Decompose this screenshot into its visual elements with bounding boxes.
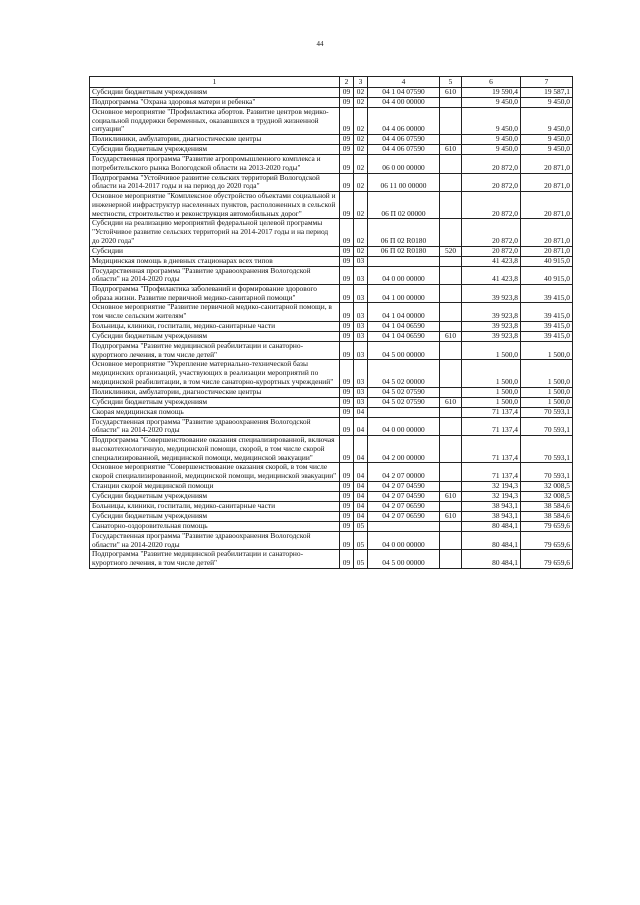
subsection-code: 03	[354, 360, 368, 387]
executed-amount: 32 008,5	[521, 491, 573, 501]
executed-amount: 39 415,0	[521, 331, 573, 341]
expense-type-code	[440, 155, 462, 173]
row-name: Государственная программа "Развитие здравоохранения Вологодской области" на 2014-2020 годы	[90, 417, 340, 435]
expense-type-code	[440, 481, 462, 491]
row-name: Санаторно-оздоровительная помощь	[90, 521, 340, 531]
expense-type-code	[440, 108, 462, 135]
section-code: 09	[340, 417, 354, 435]
expense-type-code: 610	[440, 397, 462, 407]
target-article-code: 06 П 02 R0180	[368, 246, 440, 256]
section-code: 09	[340, 88, 354, 98]
table-row	[90, 436, 573, 463]
expense-type-code: 610	[440, 331, 462, 341]
row-name: Скорая медицинская помощь	[90, 407, 340, 417]
row-name: Основное мероприятие "Профилактика абортов. Развитие центров медико-социальной поддержки беременных, оказавшихся в трудной жизненной ситуации"	[90, 108, 340, 135]
expense-type-code	[440, 266, 462, 284]
executed-amount: 9 450,0	[521, 108, 573, 135]
expense-type-code: 520	[440, 246, 462, 256]
planned-amount: 80 484,1	[462, 531, 521, 549]
target-article-code	[368, 407, 440, 417]
expense-type-code	[440, 256, 462, 266]
planned-amount: 1 500,0	[462, 387, 521, 397]
subsection-code: 02	[354, 192, 368, 219]
header-cell: 5	[440, 77, 462, 88]
planned-amount: 1 500,0	[462, 360, 521, 387]
row-name: Государственная программа "Развитие здравоохранения Вологодской области" на 2014-2020 годы	[90, 531, 340, 549]
executed-amount: 9 450,0	[521, 145, 573, 155]
section-code: 09	[340, 436, 354, 463]
target-article-code: 04 1 04 07590	[368, 88, 440, 98]
target-article-code: 04 0 00 00000	[368, 417, 440, 435]
row-name: Субсидии бюджетным учреждениям	[90, 491, 340, 501]
expense-type-code	[440, 387, 462, 397]
executed-amount: 20 871,0	[521, 246, 573, 256]
row-name: Станции скорой медицинской помощи	[90, 481, 340, 491]
table-row	[90, 397, 573, 407]
executed-amount: 38 584,6	[521, 511, 573, 521]
table-row	[90, 417, 573, 435]
section-code: 09	[340, 531, 354, 549]
section-code: 09	[340, 491, 354, 501]
target-article-code: 06 0 00 00000	[368, 155, 440, 173]
section-code: 09	[340, 219, 354, 246]
section-code: 09	[340, 360, 354, 387]
section-code: 09	[340, 463, 354, 481]
expense-type-code: 610	[440, 491, 462, 501]
section-code: 09	[340, 481, 354, 491]
table-row	[90, 491, 573, 501]
table-row	[90, 321, 573, 331]
section-code: 09	[340, 550, 354, 568]
target-article-code: 04 5 02 07590	[368, 397, 440, 407]
page-number: 44	[316, 40, 324, 48]
row-name: Подпрограмма "Развитие медицинской реабилитации и санаторно-курортного лечения, в том числе детей"	[90, 341, 340, 359]
target-article-code: 04 5 02 07590	[368, 387, 440, 397]
subsection-code: 04	[354, 481, 368, 491]
row-name: Субсидии бюджетным учреждениям	[90, 331, 340, 341]
subsection-code: 04	[354, 407, 368, 417]
executed-amount: 79 659,6	[521, 550, 573, 568]
table-row	[90, 303, 573, 321]
executed-amount: 40 915,0	[521, 256, 573, 266]
expense-type-code	[440, 521, 462, 531]
executed-amount: 39 415,0	[521, 285, 573, 303]
expense-type-code: 610	[440, 145, 462, 155]
expense-type-code	[440, 407, 462, 417]
row-name: Подпрограмма "Устойчивое развитие сельских территорий Вологодской области на 2014-2017 годы и на период до 2020 года"	[90, 173, 340, 191]
executed-amount: 70 593,1	[521, 417, 573, 435]
planned-amount: 80 484,1	[462, 521, 521, 531]
row-name: Субсидии бюджетным учреждениям	[90, 145, 340, 155]
target-article-code: 04 2 00 00000	[368, 436, 440, 463]
row-name: Подпрограмма "Совершенствование оказания специализированной, включая высокотехнологичную, медицинской помощи, скорой, в том числе скорой специализированной, медицинской помощи, медицинской эвакуации"	[90, 436, 340, 463]
subsection-code: 03	[354, 397, 368, 407]
table-row	[90, 550, 573, 568]
table-row	[90, 387, 573, 397]
row-name: Субсидии бюджетным учреждениям	[90, 397, 340, 407]
row-name: Основное мероприятие "Укрепление материально-технической базы медицинских организаций, участвующих в реализации мероприятий по медицинской реабилитации, в том числе санаторно-курортных учреждений"	[90, 360, 340, 387]
planned-amount: 39 923,8	[462, 321, 521, 331]
table-row	[90, 285, 573, 303]
planned-amount: 39 923,8	[462, 303, 521, 321]
target-article-code	[368, 521, 440, 531]
planned-amount: 9 450,0	[462, 98, 521, 108]
planned-amount: 71 137,4	[462, 436, 521, 463]
target-article-code: 06 П 02 00000	[368, 192, 440, 219]
target-article-code: 04 2 07 04590	[368, 481, 440, 491]
table-row	[90, 192, 573, 219]
subsection-code: 02	[354, 173, 368, 191]
section-code: 09	[340, 331, 354, 341]
section-code: 09	[340, 407, 354, 417]
planned-amount: 80 484,1	[462, 550, 521, 568]
expense-type-code	[440, 219, 462, 246]
subsection-code: 03	[354, 341, 368, 359]
target-article-code: 04 4 00 00000	[368, 98, 440, 108]
budget-table	[89, 76, 573, 569]
subsection-code: 03	[354, 285, 368, 303]
table-row	[90, 481, 573, 491]
planned-amount: 20 872,0	[462, 155, 521, 173]
target-article-code: 04 1 00 00000	[368, 285, 440, 303]
executed-amount: 1 500,0	[521, 341, 573, 359]
table-row	[90, 463, 573, 481]
subsection-code: 05	[354, 550, 368, 568]
table-row	[90, 531, 573, 549]
subsection-code: 05	[354, 521, 368, 531]
section-code: 09	[340, 341, 354, 359]
table-row	[90, 360, 573, 387]
planned-amount: 32 194,3	[462, 491, 521, 501]
header-cell: 7	[521, 77, 573, 88]
executed-amount: 20 871,0	[521, 155, 573, 173]
expense-type-code: 610	[440, 88, 462, 98]
table-row	[90, 407, 573, 417]
section-code: 09	[340, 256, 354, 266]
planned-amount: 39 923,8	[462, 331, 521, 341]
section-code: 09	[340, 266, 354, 284]
target-article-code: 04 4 06 07590	[368, 145, 440, 155]
subsection-code: 03	[354, 256, 368, 266]
subsection-code: 04	[354, 501, 368, 511]
target-article-code: 04 5 00 00000	[368, 341, 440, 359]
section-code: 09	[340, 521, 354, 531]
table-row	[90, 108, 573, 135]
executed-amount: 20 871,0	[521, 219, 573, 246]
header-cell: 3	[354, 77, 368, 88]
target-article-code: 04 4 06 00000	[368, 108, 440, 135]
table-row	[90, 331, 573, 341]
section-code: 09	[340, 246, 354, 256]
target-article-code: 06 11 00 00000	[368, 173, 440, 191]
subsection-code: 03	[354, 266, 368, 284]
executed-amount: 39 415,0	[521, 321, 573, 331]
planned-amount: 1 500,0	[462, 341, 521, 359]
planned-amount: 41 423,8	[462, 256, 521, 266]
expense-type-code	[440, 285, 462, 303]
table-row	[90, 266, 573, 284]
planned-amount: 39 923,8	[462, 285, 521, 303]
expense-type-code	[440, 531, 462, 549]
header-cell: 4	[368, 77, 440, 88]
row-name: Основное мероприятие "Развитие первичной медико-санитарной помощи, в том числе сельским жителям"	[90, 303, 340, 321]
target-article-code: 04 0 00 00000	[368, 266, 440, 284]
subsection-code: 04	[354, 417, 368, 435]
expense-type-code	[440, 501, 462, 511]
executed-amount: 79 659,6	[521, 531, 573, 549]
subsection-code: 04	[354, 511, 368, 521]
row-name: Государственная программа "Развитие здравоохранения Вологодской области" на 2014-2020 годы	[90, 266, 340, 284]
executed-amount: 39 415,0	[521, 303, 573, 321]
section-code: 09	[340, 145, 354, 155]
target-article-code: 04 2 07 04590	[368, 491, 440, 501]
row-name: Субсидии бюджетным учреждениям	[90, 511, 340, 521]
subsection-code: 03	[354, 303, 368, 321]
section-code: 09	[340, 135, 354, 145]
executed-amount: 38 584,6	[521, 501, 573, 511]
subsection-code: 02	[354, 108, 368, 135]
table-row	[90, 98, 573, 108]
expense-type-code	[440, 463, 462, 481]
table-row	[90, 135, 573, 145]
target-article-code: 04 2 07 06590	[368, 511, 440, 521]
expense-type-code	[440, 173, 462, 191]
expense-type-code	[440, 341, 462, 359]
table-header-row	[90, 77, 573, 88]
expense-type-code: 610	[440, 511, 462, 521]
row-name: Поликлиники, амбулатории, диагностические центры	[90, 387, 340, 397]
planned-amount: 1 500,0	[462, 397, 521, 407]
subsection-code: 03	[354, 331, 368, 341]
planned-amount: 9 450,0	[462, 145, 521, 155]
table-row	[90, 521, 573, 531]
planned-amount: 38 943,1	[462, 501, 521, 511]
planned-amount: 20 872,0	[462, 246, 521, 256]
section-code: 09	[340, 511, 354, 521]
executed-amount: 9 450,0	[521, 135, 573, 145]
section-code: 09	[340, 98, 354, 108]
table-row	[90, 145, 573, 155]
subsection-code: 02	[354, 155, 368, 173]
expense-type-code	[440, 135, 462, 145]
table-row	[90, 88, 573, 98]
row-name: Подпрограмма "Охрана здоровья матери и ребенка"	[90, 98, 340, 108]
expense-type-code	[440, 321, 462, 331]
section-code: 09	[340, 387, 354, 397]
row-name: Субсидии бюджетным учреждениям	[90, 88, 340, 98]
executed-amount: 32 008,5	[521, 481, 573, 491]
expense-type-code	[440, 303, 462, 321]
expense-type-code	[440, 192, 462, 219]
row-name: Основное мероприятие "Комплексное обустройство объектами социальной и инженерной инфраструктур населенных пунктов, расположенных в сельской местности, строительство и реконструкция автомобильных дорог"	[90, 192, 340, 219]
section-code: 09	[340, 192, 354, 219]
row-name: Поликлиники, амбулатории, диагностические центры	[90, 135, 340, 145]
header-cell: 1	[90, 77, 340, 88]
planned-amount: 41 423,8	[462, 266, 521, 284]
target-article-code: 04 4 06 07590	[368, 135, 440, 145]
section-code: 09	[340, 303, 354, 321]
target-article-code: 06 П 02 R0180	[368, 219, 440, 246]
header-cell: 6	[462, 77, 521, 88]
executed-amount: 1 500,0	[521, 397, 573, 407]
table-row	[90, 501, 573, 511]
subsection-code: 02	[354, 145, 368, 155]
executed-amount: 40 915,0	[521, 266, 573, 284]
executed-amount: 70 593,1	[521, 436, 573, 463]
planned-amount: 71 137,4	[462, 407, 521, 417]
target-article-code: 04 5 02 00000	[368, 360, 440, 387]
row-name: Подпрограмма "Профилактика заболеваний и формирование здорового образа жизни. Развитие первичной медико-санитарной помощи"	[90, 285, 340, 303]
subsection-code: 02	[354, 219, 368, 246]
section-code: 09	[340, 155, 354, 173]
row-name: Субсидии	[90, 246, 340, 256]
section-code: 09	[340, 501, 354, 511]
executed-amount: 20 871,0	[521, 173, 573, 191]
target-article-code: 04 1 04 00000	[368, 303, 440, 321]
row-name: Медицинская помощь в дневных стационарах всех типов	[90, 256, 340, 266]
target-article-code: 04 2 07 06590	[368, 501, 440, 511]
row-name: Подпрограмма "Развитие медицинской реабилитации и санаторно-курортного лечения, в том числе детей"	[90, 550, 340, 568]
target-article-code: 04 2 07 00000	[368, 463, 440, 481]
planned-amount: 19 590,4	[462, 88, 521, 98]
expense-type-code	[440, 98, 462, 108]
target-article-code: 04 5 00 00000	[368, 550, 440, 568]
planned-amount: 71 137,4	[462, 417, 521, 435]
table-row	[90, 256, 573, 266]
table-row	[90, 173, 573, 191]
executed-amount: 70 593,1	[521, 407, 573, 417]
subsection-code: 03	[354, 387, 368, 397]
table-row	[90, 246, 573, 256]
executed-amount: 79 659,6	[521, 521, 573, 531]
subsection-code: 04	[354, 463, 368, 481]
target-article-code: 04 0 00 00000	[368, 531, 440, 549]
planned-amount: 38 943,1	[462, 511, 521, 521]
executed-amount: 20 871,0	[521, 192, 573, 219]
target-article-code: 04 1 04 06590	[368, 331, 440, 341]
executed-amount: 1 500,0	[521, 360, 573, 387]
section-code: 09	[340, 285, 354, 303]
table-row	[90, 155, 573, 173]
subsection-code: 02	[354, 135, 368, 145]
planned-amount: 71 137,4	[462, 463, 521, 481]
section-code: 09	[340, 173, 354, 191]
expense-type-code	[440, 360, 462, 387]
subsection-code: 02	[354, 98, 368, 108]
planned-amount: 20 872,0	[462, 219, 521, 246]
executed-amount: 9 450,0	[521, 98, 573, 108]
expense-type-code	[440, 550, 462, 568]
section-code: 09	[340, 321, 354, 331]
expense-type-code	[440, 436, 462, 463]
subsection-code: 04	[354, 491, 368, 501]
executed-amount: 19 587,1	[521, 88, 573, 98]
subsection-code: 02	[354, 88, 368, 98]
subsection-code: 02	[354, 246, 368, 256]
subsection-code: 05	[354, 531, 368, 549]
subsection-code: 03	[354, 321, 368, 331]
row-name: Основное мероприятие "Совершенствование оказания скорой, в том числе скорой специализированной, медицинской помощи, медицинской эвакуации"	[90, 463, 340, 481]
subsection-code: 04	[354, 436, 368, 463]
table-row	[90, 341, 573, 359]
header-cell: 2	[340, 77, 354, 88]
row-name: Больницы, клиники, госпитали, медико-санитарные части	[90, 321, 340, 331]
planned-amount: 9 450,0	[462, 135, 521, 145]
executed-amount: 70 593,1	[521, 463, 573, 481]
planned-amount: 32 194,3	[462, 481, 521, 491]
section-code: 09	[340, 397, 354, 407]
planned-amount: 9 450,0	[462, 108, 521, 135]
row-name: Больницы, клиники, госпитали, медико-санитарные части	[90, 501, 340, 511]
target-article-code	[368, 256, 440, 266]
table-row	[90, 219, 573, 246]
planned-amount: 20 872,0	[462, 173, 521, 191]
target-article-code: 04 1 04 06590	[368, 321, 440, 331]
planned-amount: 20 872,0	[462, 192, 521, 219]
row-name: Субсидии на реализацию мероприятий федеральной целевой программы "Устойчивое развитие сельских территорий на 2014-2017 годы и на период до 2020 года"	[90, 219, 340, 246]
expense-type-code	[440, 417, 462, 435]
section-code: 09	[340, 108, 354, 135]
executed-amount: 1 500,0	[521, 387, 573, 397]
table-row	[90, 511, 573, 521]
row-name: Государственная программа "Развитие агропромышленного комплекса и потребительского рынка Вологодской области на 2013-2020 годы"	[90, 155, 340, 173]
